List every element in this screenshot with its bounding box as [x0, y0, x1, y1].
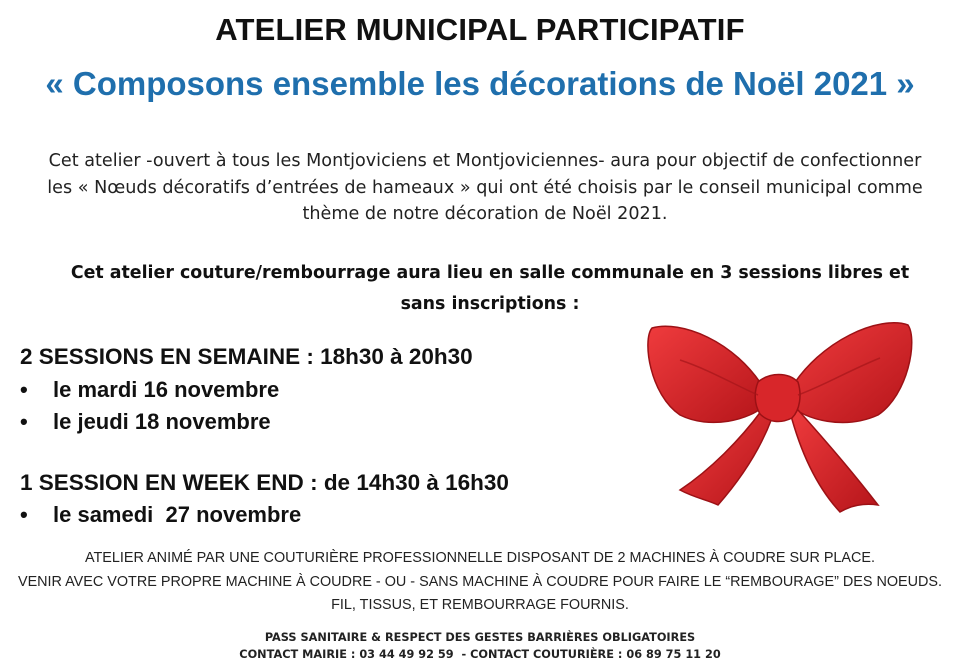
list-item: [20, 502, 301, 528]
intro-line: thème de notre décoration de Noël 2021.: [302, 204, 668, 224]
weekday-heading-label: 2 SESSIONS EN SEMAINE: [20, 344, 301, 369]
weekday-heading-sep: :: [300, 344, 321, 369]
footer-line: FIL, TISSUS, ET REMBOURRAGE FOURNIS.: [331, 597, 629, 613]
intro-paragraph: [10, 148, 960, 228]
weekend-heading-sep: :: [303, 470, 324, 495]
page-subtitle: « Composons ensemble les décorations de Noël 2021 »: [45, 65, 915, 102]
weekend-heading-time: de 14h30 à 16h30: [323, 470, 509, 495]
weekday-sessions-heading: [20, 344, 473, 370]
weekend-sessions-heading: [20, 470, 509, 496]
weekday-heading-time: 18h30 à 20h30: [320, 344, 473, 369]
footer-line: VENIR AVEC VOTRE PROPRE MACHINE À COUDRE - OU - SANS MACHINE À COUDRE POUR FAIRE LE “REMBOURAGE” DES NOEUDS.: [17, 574, 943, 590]
session-date: le jeudi 18 novembre: [53, 409, 271, 434]
bullet-icon: •: [20, 377, 28, 402]
location-line: sans inscriptions :: [400, 294, 580, 314]
page-title: ATELIER MUNICIPAL PARTICIPATIF: [215, 12, 745, 47]
footer-sanitary-notice: PASS SANITAIRE & RESPECT DES GESTES BARRIÈRES OBLIGATOIRES: [264, 631, 696, 644]
footer-line: ATELIER ANIMÉ PAR UNE COUTURIÈRE PROFESSIONNELLE DISPOSANT DE 2 MACHINES À COUDRE SUR PLACE.: [84, 550, 876, 566]
bullet-icon: •: [20, 409, 28, 434]
footer-contacts: CONTACT MAIRIE : 03 44 49 92 59 - CONTACT COUTURIÈRE : 06 89 75 11 20: [239, 648, 721, 661]
session-date: le mardi 16 novembre: [53, 377, 280, 402]
weekend-heading-label: 1 SESSION EN WEEK END: [20, 470, 304, 495]
intro-line: Cet atelier -ouvert à tous les Montjoviciens et Montjoviciennes- aura pour objectif de confectionner: [48, 151, 922, 171]
bullet-icon: •: [20, 502, 28, 527]
list-item: [20, 377, 279, 403]
location-line: Cet atelier couture/rembourrage aura lieu en salle communale en 3 sessions libres et: [70, 263, 910, 283]
christmas-bow-icon: [640, 300, 920, 530]
list-item: [20, 409, 271, 435]
session-date: le samedi 27 novembre: [53, 502, 302, 527]
intro-line: les « Nœuds décoratifs d’entrées de hameaux » qui ont été choisis par le conseil municipal comme: [47, 177, 923, 198]
